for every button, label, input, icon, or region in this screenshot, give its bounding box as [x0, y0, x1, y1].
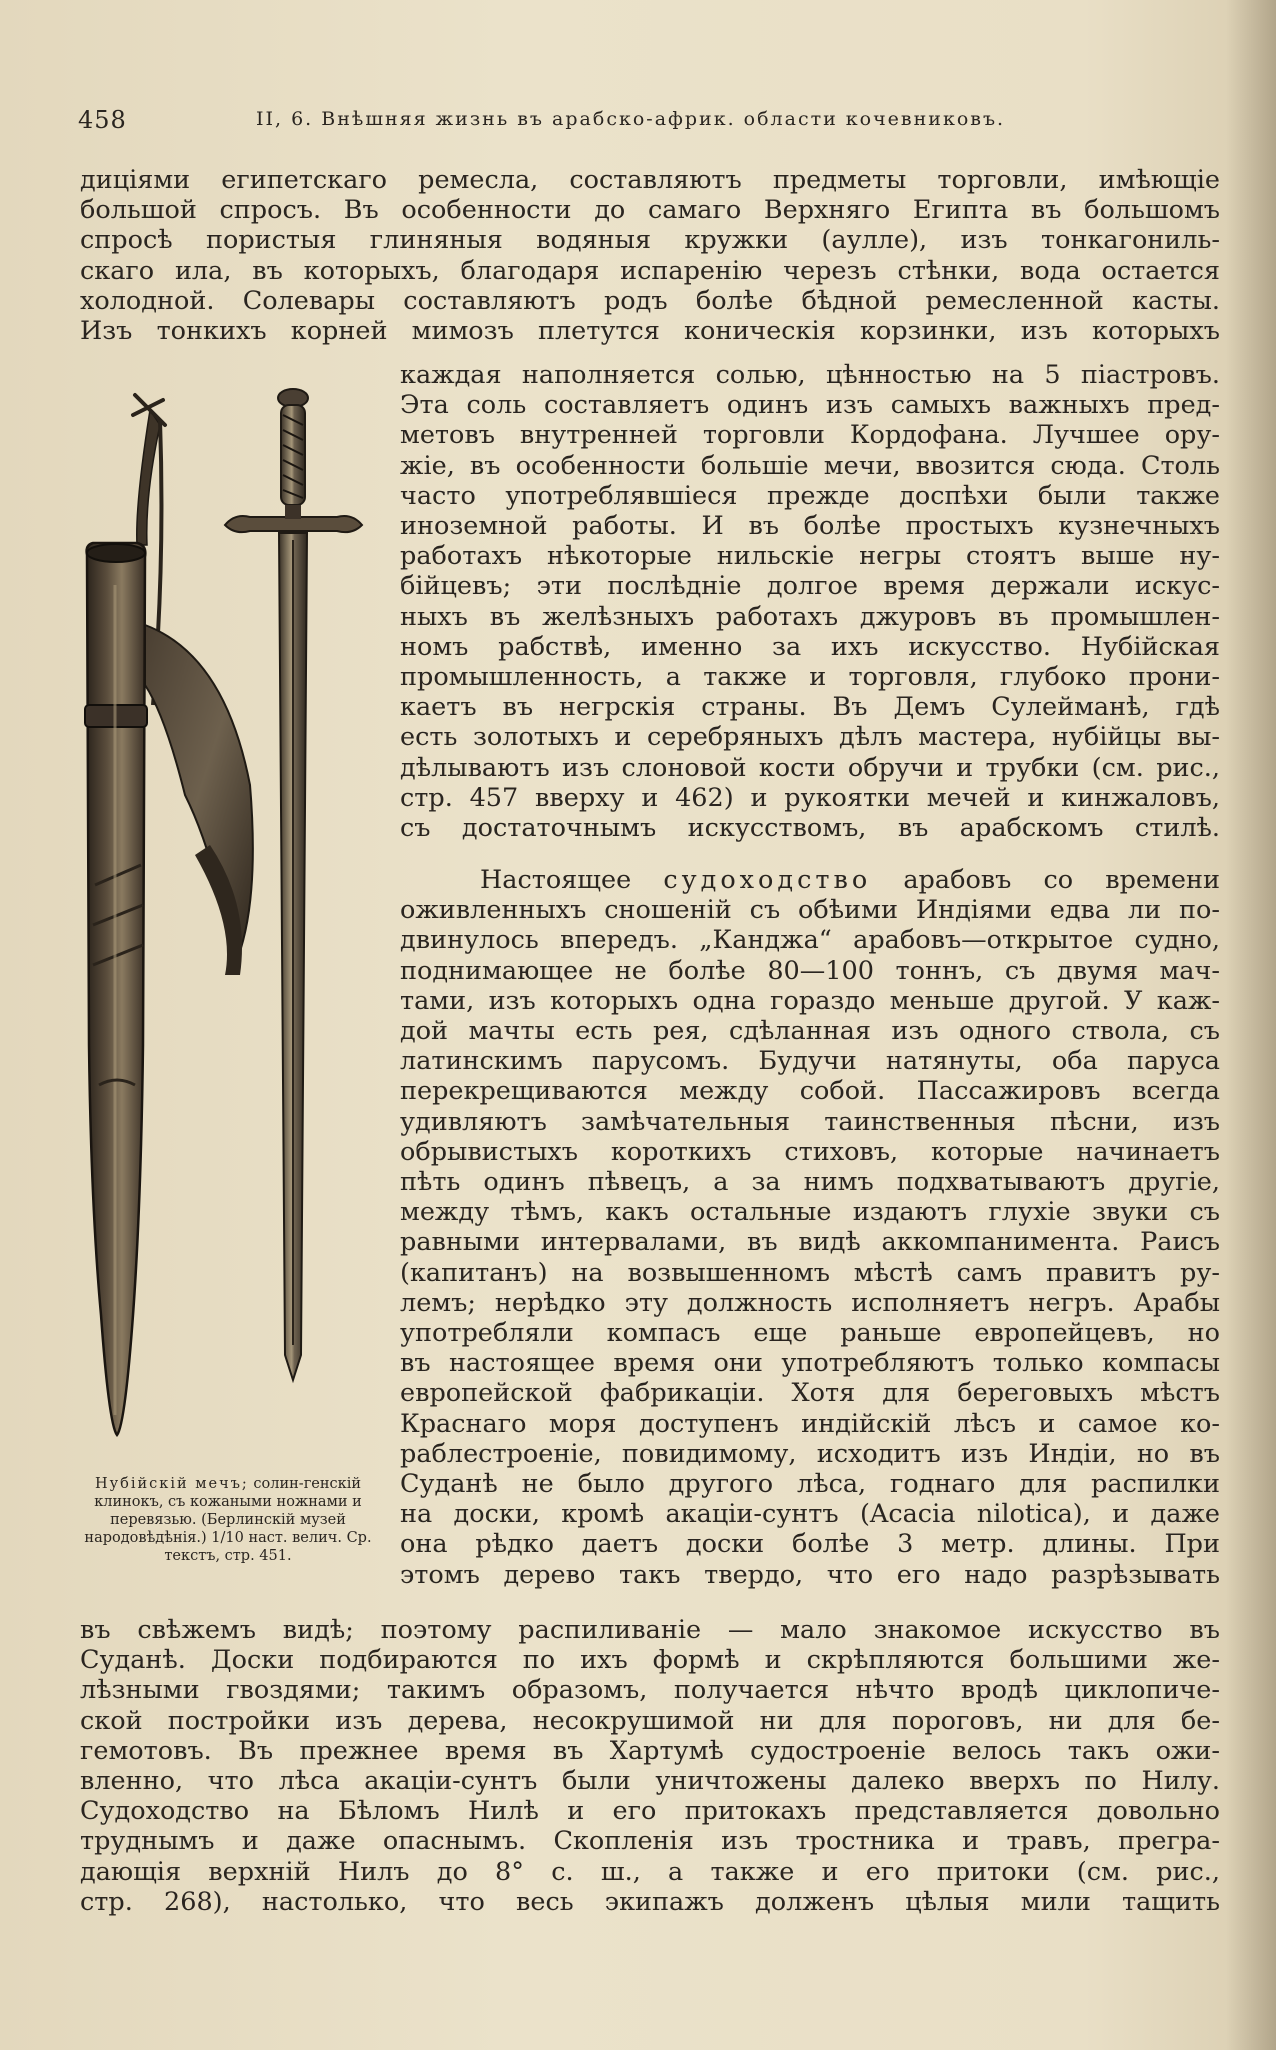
paragraph-lead-tail: арабовъ со времени: [903, 865, 1220, 895]
text-line: иноземной работы. И въ болѣе простыхъ кузнечныхъ: [400, 511, 1220, 542]
text-line: оживленныхъ сношеній съ обѣими Индіями едва ли по-: [400, 895, 1220, 926]
text-line: этомъ дерево такъ твердо, что его надо разрѣзывать: [400, 1559, 1220, 1590]
sword-figure: [75, 385, 385, 1465]
text-line: поднимающее не болѣе 80—100 тоннъ, съ двумя мач-: [400, 955, 1220, 986]
text-line: лѣзными гвоздями; такимъ образомъ, получается нѣчто вродѣ циклопиче-: [80, 1675, 1220, 1706]
page-edge-shadow: [1226, 0, 1276, 2050]
caption-lead: Нубійскій мечъ;: [94, 1476, 249, 1492]
text-line: между тѣмъ, какъ остальные издаютъ глухіе звуки съ: [400, 1197, 1220, 1228]
text-line: часто употреблявшіеся прежде доспѣхи были также: [400, 480, 1220, 511]
text-line: употребляли компасъ еще раньше европейцевъ, но: [400, 1318, 1220, 1349]
text-line: дающія верхній Нилъ до 8° с. ш., а также и его притоки (см. рис.,: [80, 1856, 1220, 1887]
text-line: диціями египетскаго ремесла, составляютъ предметы торговли, имѣющіе: [80, 165, 1220, 195]
caption-text: солин-генскій клинокъ, съ кожаными ножнами и перевязью. (Берлинскій музей народовѣдѣнія.) 1/10 наст. велич. Ср. текстъ, стр. 451.: [84, 1476, 372, 1564]
text-line: раблестроеніе, повидимому, исходитъ изъ Индіи, но въ: [400, 1438, 1220, 1469]
running-title: II, 6. Внѣшняя жизнь въ арабско-африк. области кочевниковъ.: [256, 108, 1006, 130]
text-line: большой спросъ. Въ особенности до самаго Верхняго Египта въ большомъ: [80, 195, 1220, 226]
text-line: промышленность, а также и торговля, глубоко прони-: [400, 662, 1220, 693]
text-line: холодной. Солевары составляютъ родъ болѣе бѣдной ремесленной касты.: [80, 285, 1220, 316]
strap: [133, 395, 253, 975]
text-line: двинулось впередъ. „Канджа“ арабовъ—открытое судно,: [400, 925, 1220, 956]
text-line: тами, изъ которыхъ одна гораздо меньше другой. У каж-: [400, 985, 1220, 1016]
text-line: Эта соль составляетъ одинъ изъ самыхъ важныхъ пред-: [400, 390, 1220, 421]
page-number: 458: [78, 106, 127, 134]
paragraph-right-2: [400, 865, 1220, 1590]
text-line: Изъ тонкихъ корней мимозъ плетутся коническія корзинки, изъ которыхъ: [80, 316, 1220, 347]
text-line: Суданѣ не было другого лѣса, годнаго для распилки: [400, 1469, 1220, 1500]
text-line: стр. 457 вверху и 462) и рукоятки мечей и кинжаловъ,: [400, 782, 1220, 813]
text-line: европейской фабрикаціи. Хотя для береговыхъ мѣстъ: [400, 1378, 1220, 1409]
page-header: [78, 102, 1198, 134]
text-line: она рѣдко даетъ доски болѣе 3 метр. длины. При: [400, 1529, 1220, 1560]
text-line: перекрещиваются между собой. Пассажировъ всегда: [400, 1076, 1220, 1107]
text-line: съ достаточнымъ искусствомъ, въ арабскомъ стилѣ.: [400, 813, 1220, 844]
text-line: дой мачты есть рея, сдѣланная изъ одного ствола, съ: [400, 1016, 1220, 1047]
emphasized-term: судоходство: [663, 865, 872, 895]
text-line: гемотовъ. Въ прежнее время въ Хартумѣ судостроеніе велось такъ ожи-: [80, 1735, 1220, 1766]
text-line-first: [400, 865, 1220, 895]
text-line: равными интервалами, въ видѣ аккомпанимента. Раисъ: [400, 1227, 1220, 1258]
text-line: метовъ внутренней торговли Кордофана. Лучшее ору-: [400, 420, 1220, 451]
text-line: спросѣ пористыя глиняныя водяныя кружки (аулле), изъ тонкагониль-: [80, 225, 1220, 256]
sword-illustration: [75, 385, 385, 1465]
text-line: работахъ нѣкоторые нильскіе негры стоятъ выше ну-: [400, 541, 1220, 572]
scabbard: [85, 543, 147, 1435]
text-line: въ свѣжемъ видѣ; поэтому распиливаніе — мало знакомое искусство въ: [80, 1615, 1220, 1645]
text-line: стр. 268), настолько, что весь экипажъ долженъ цѣлыя мили тащить: [80, 1886, 1220, 1917]
text-line: удивляютъ замѣчательныя таинственныя пѣсни, изъ: [400, 1106, 1220, 1137]
text-line: пѣть одинъ пѣвецъ, а за нимъ подхватываютъ другіе,: [400, 1167, 1220, 1198]
paragraph-bottom: [80, 1615, 1220, 1917]
text-line: ской постройки изъ дерева, несокрушимой ни для пороговъ, ни для бе-: [80, 1705, 1220, 1736]
text-line: номъ рабствѣ, именно за ихъ искусство. Нубійская: [400, 631, 1220, 662]
text-line: ныхъ въ желѣзныхъ работахъ джуровъ въ промышлен-: [400, 601, 1220, 632]
text-line: вленно, что лѣса акаціи-сунтъ были уничтожены далеко вверхъ по Нилу.: [80, 1766, 1220, 1797]
text-line: труднымъ и даже опаснымъ. Скопленія изъ тростника и травъ, прегра-: [80, 1826, 1220, 1857]
text-line: есть золотыхъ и серебряныхъ дѣлъ мастера, нубійцы вы-: [400, 722, 1220, 753]
text-line: Суданѣ. Доски подбираются по ихъ формѣ и скрѣпляются большими же-: [80, 1645, 1220, 1676]
paragraph-top: [80, 165, 1220, 346]
paragraph-lead-word: Настоящее: [480, 865, 632, 895]
text-line: каетъ въ негрскія страны. Въ Демъ Сулейманѣ, гдѣ: [400, 692, 1220, 723]
text-line: на доски, кромѣ акаціи-сунтъ (Acacia nilotica), и даже: [400, 1499, 1220, 1530]
text-line: въ настоящее время они употребляютъ только компасы: [400, 1348, 1220, 1379]
paragraph-right-1: [400, 360, 1220, 843]
text-line: Судоходство на Бѣломъ Нилѣ и его притокахъ представляется довольно: [80, 1796, 1220, 1827]
text-line: каждая наполняется солью, цѣнностью на 5 піастровъ.: [400, 360, 1220, 390]
figure-caption: [78, 1475, 378, 1565]
text-line: дѣлываютъ изъ слоновой кости обручи и трубки (см. рис.,: [400, 752, 1220, 783]
text-line: скаго ила, въ которыхъ, благодаря испаренію черезъ стѣнки, вода остается: [80, 255, 1220, 286]
text-line: жіе, въ особенности большіе мечи, ввозится сюда. Столь: [400, 450, 1220, 481]
text-line: (капитанъ) на возвышенномъ мѣстѣ самъ правитъ ру-: [400, 1257, 1220, 1288]
text-line: лемъ; нерѣдко эту должность исполняетъ негръ. Арабы: [400, 1287, 1220, 1318]
text-line: Краснаго моря доступенъ индійскій лѣсъ и самое ко-: [400, 1408, 1220, 1439]
text-line: латинскимъ парусомъ. Будучи натянуты, оба паруса: [400, 1046, 1220, 1077]
text-line: обрывистыхъ короткихъ стиховъ, которые начинаетъ: [400, 1136, 1220, 1167]
text-line: бійцевъ; эти послѣдніе долгое время держали искус-: [400, 571, 1220, 602]
